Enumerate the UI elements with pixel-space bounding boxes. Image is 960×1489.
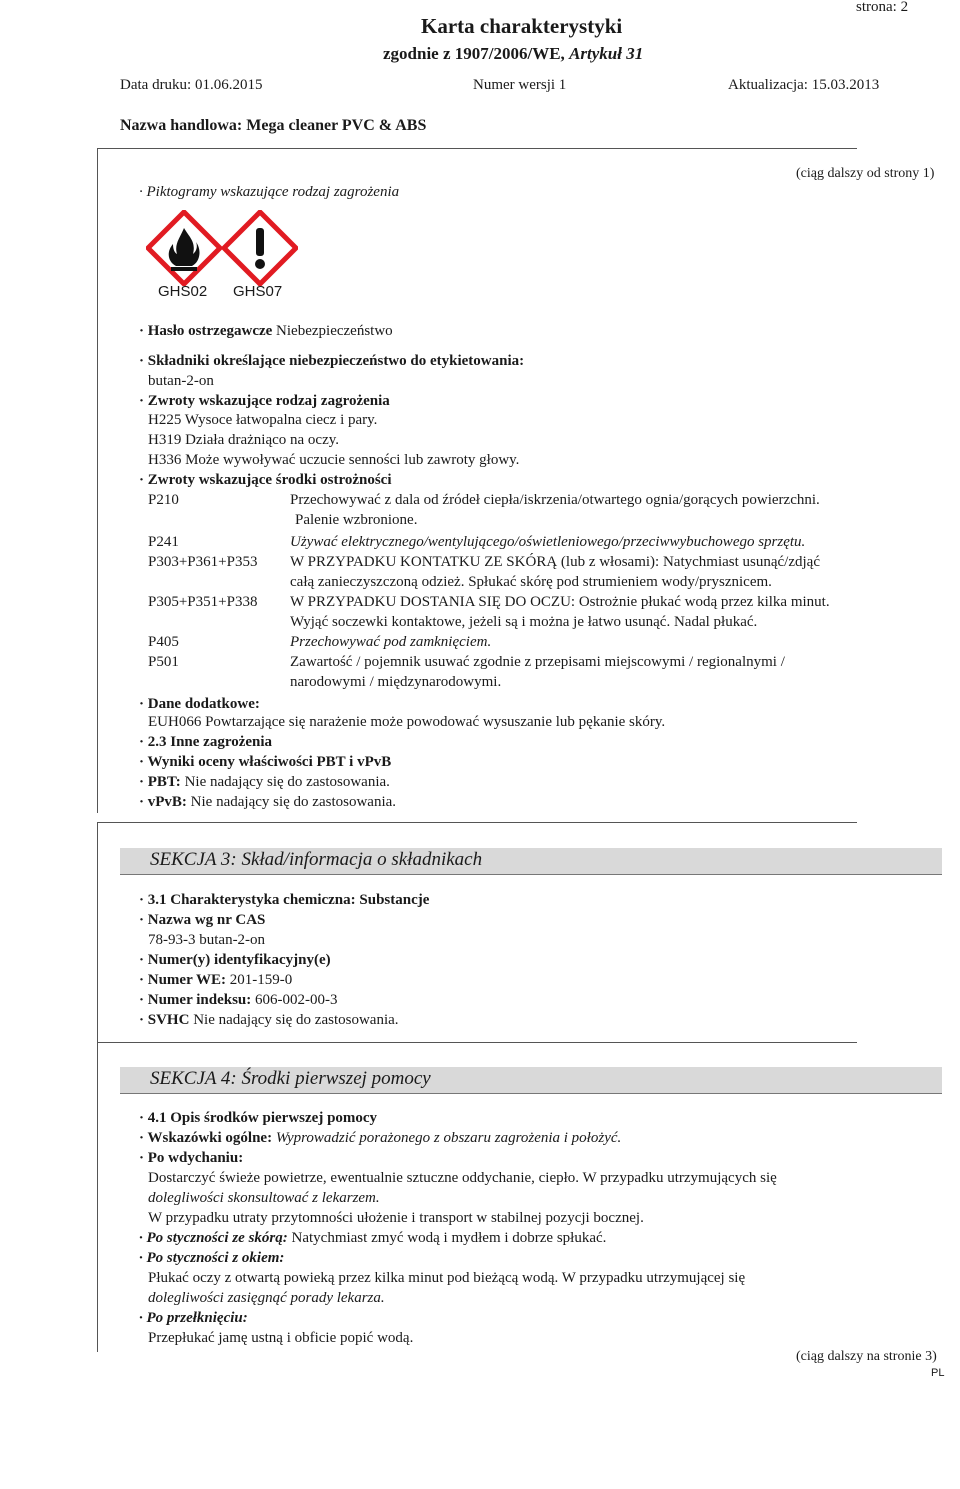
vpvb-row: · vPvB: Nie nadający się do zastosowania. xyxy=(139,794,397,810)
language-code: PL xyxy=(931,1367,945,1379)
precaution-text: Zawartość / pojemnik usuwać zgodnie z przepisami miejscowymi / regionalnymi / xyxy=(290,654,785,670)
cas-label: · Nazwa wg nr CAS xyxy=(139,912,266,928)
section4-header xyxy=(120,1067,942,1094)
version-number: Numer wersji 1 xyxy=(473,77,567,93)
swallowing-text: Przepłukać jamę ustną i obficie popić wodą. xyxy=(148,1330,414,1346)
inhalation-text: W przypadku utraty przytomności ułożenie i transport w stabilnej pozycji bocznej. xyxy=(148,1210,644,1226)
chem-characterization: · 3.1 Charakterystyka chemiczna: Substancje xyxy=(139,892,430,908)
eye-contact-text: dolegliwości zasięgnąć porady lekarza. xyxy=(148,1290,385,1306)
precaution-code: P303+P361+P353 xyxy=(148,554,258,570)
swallowing-label: · Po przełknięciu: xyxy=(139,1310,248,1326)
left-margin-line xyxy=(97,148,98,813)
inhalation-text: Dostarczyć świeże powietrze, ewentualnie sztuczne oddychanie, ciepło. W przypadku utrzymujących się xyxy=(148,1170,777,1186)
pictogram-code-ghs02: GHS02 xyxy=(158,283,208,300)
svhc-row: · SVHC Nie nadający się do zastosowania. xyxy=(139,1012,399,1028)
precaution-text: Przechowywać pod zamknięciem. xyxy=(290,634,492,650)
hazard-statements-label: · Zwroty wskazujące rodzaj zagrożenia xyxy=(139,393,390,409)
additional-label: · Dane dodatkowe: xyxy=(139,696,260,712)
first-aid-description: · 4.1 Opis środków pierwszej pomocy xyxy=(139,1110,378,1126)
left-margin-line xyxy=(97,822,98,1042)
precaution-code: P501 xyxy=(148,654,179,670)
index-number-row: · Numer indeksu: 606-002-00-3 xyxy=(139,992,338,1008)
update-date: Aktualizacja: 15.03.2013 xyxy=(728,77,880,93)
precaution-code: P210 xyxy=(148,492,179,508)
precaution-text: narodowymi / międzynarodowymi. xyxy=(290,674,502,690)
other-hazards: · 2.3 Inne zagrożenia xyxy=(139,734,273,750)
hazard-statement: H225 Wysoce łatwopalna ciecz i pary. xyxy=(148,412,378,428)
precaution-code: P405 xyxy=(148,634,179,650)
signal-word-row: · Hasło ostrzegawcze Niebezpieczeństwo xyxy=(139,323,393,339)
document-title: Karta charakterystyki xyxy=(421,14,623,38)
precaution-text: Używać elektrycznego/wentylującego/oświetleniowego/przeciwwybuchowego sprzętu. xyxy=(290,534,806,550)
pictogram-code-ghs07: GHS07 xyxy=(233,283,283,300)
section-divider xyxy=(97,822,857,823)
document-subtitle: zgodnie z 1907/2006/WE, Artykuł 31 xyxy=(383,44,644,63)
components-label: · Składniki określające niebezpieczeństwo do etykietowania: xyxy=(139,353,525,369)
general-advice-row: · Wskazówki ogólne: Wyprowadzić porażonego z obszaru zagrożenia i położyć. xyxy=(139,1130,622,1146)
flame-icon xyxy=(146,210,222,286)
continued-from: (ciąg dalszy od strony 1) xyxy=(796,166,935,181)
hazard-statement: H336 Może wywoływać uczucie senności lub zawroty głowy. xyxy=(148,452,520,468)
eye-contact-text: Płukać oczy z otwartą powieką przez kilka minut pod bieżącą wodą. W przypadku utrzymującej się xyxy=(148,1270,746,1286)
eye-contact-label: · Po styczności z okiem: xyxy=(139,1250,285,1266)
page-number: strona: 2 xyxy=(856,0,909,15)
print-date: Data druku: 01.06.2015 xyxy=(120,77,263,93)
precaution-text: Wyjąć soczewki kontaktowe, jeżeli są i można je łatwo usunąć. Nadal płukać. xyxy=(290,614,758,630)
continued-to: (ciąg dalszy na stronie 3) xyxy=(796,1349,937,1364)
ec-number-row: · Numer WE: 201-159-0 xyxy=(139,972,293,988)
precaution-text: W PRZYPADKU DOSTANIA SIĘ DO OCZU: Ostrożnie płukać wodą przez kilka minut. xyxy=(290,594,830,610)
section4-title: SEKCJA 4: Środki pierwszej pomocy xyxy=(150,1068,431,1089)
trade-name: Nazwa handlowa: Mega cleaner PVC & ABS xyxy=(120,117,427,134)
hazard-statement: H319 Działa drażniąco na oczy. xyxy=(148,432,340,448)
skin-contact-row: · Po styczności ze skórą: Natychmiast zmyć wodą i mydłem i dobrze spłukać. xyxy=(139,1230,607,1246)
header-divider xyxy=(97,148,857,149)
identifiers-label: · Numer(y) identyfikacyjny(e) xyxy=(139,952,331,968)
component-name: butan-2-on xyxy=(148,373,214,389)
section3-header xyxy=(120,848,942,875)
inhalation-text: dolegliwości skonsultować z lekarzem. xyxy=(148,1190,380,1206)
precaution-text: W PRZYPADKU KONTATKU ZE SKÓRĄ (lub z włosami): Natychmiast usunąć/zdjąć xyxy=(290,554,820,570)
section3-title: SEKCJA 3: Skład/informacja o składnikach xyxy=(150,849,483,870)
precautionary-label: · Zwroty wskazujące środki ostrożności xyxy=(139,472,392,488)
inhalation-label: · Po wdychaniu: xyxy=(139,1150,244,1166)
pbt-results-label: · Wyniki oceny właściwości PBT i vPvB xyxy=(139,754,392,770)
exclamation-icon xyxy=(222,210,298,286)
precaution-text: Przechowywać z dala od źródeł ciepła/iskrzenia/otwartego ognia/gorących powierzchni. xyxy=(290,492,820,508)
cas-value: 78-93-3 butan-2-on xyxy=(148,932,266,948)
additional-info: EUH066 Powtarzające się narażenie może powodować wysuszanie lub pękanie skóry. xyxy=(148,714,666,730)
pictograms-heading: · Piktogramy wskazujące rodzaj zagrożenia xyxy=(139,184,400,200)
precaution-text: Palenie wzbronione. xyxy=(295,512,418,528)
precaution-code: P305+P351+P338 xyxy=(148,594,258,610)
precaution-code: P241 xyxy=(148,534,179,550)
section-divider xyxy=(97,1042,857,1043)
left-margin-line xyxy=(97,1042,98,1352)
precaution-text: całą zanieczyszczoną odzież. Spłukać skórę pod strumieniem wody/prysznicem. xyxy=(290,574,772,590)
pbt-row: · PBT: Nie nadający się do zastosowania. xyxy=(139,774,390,790)
